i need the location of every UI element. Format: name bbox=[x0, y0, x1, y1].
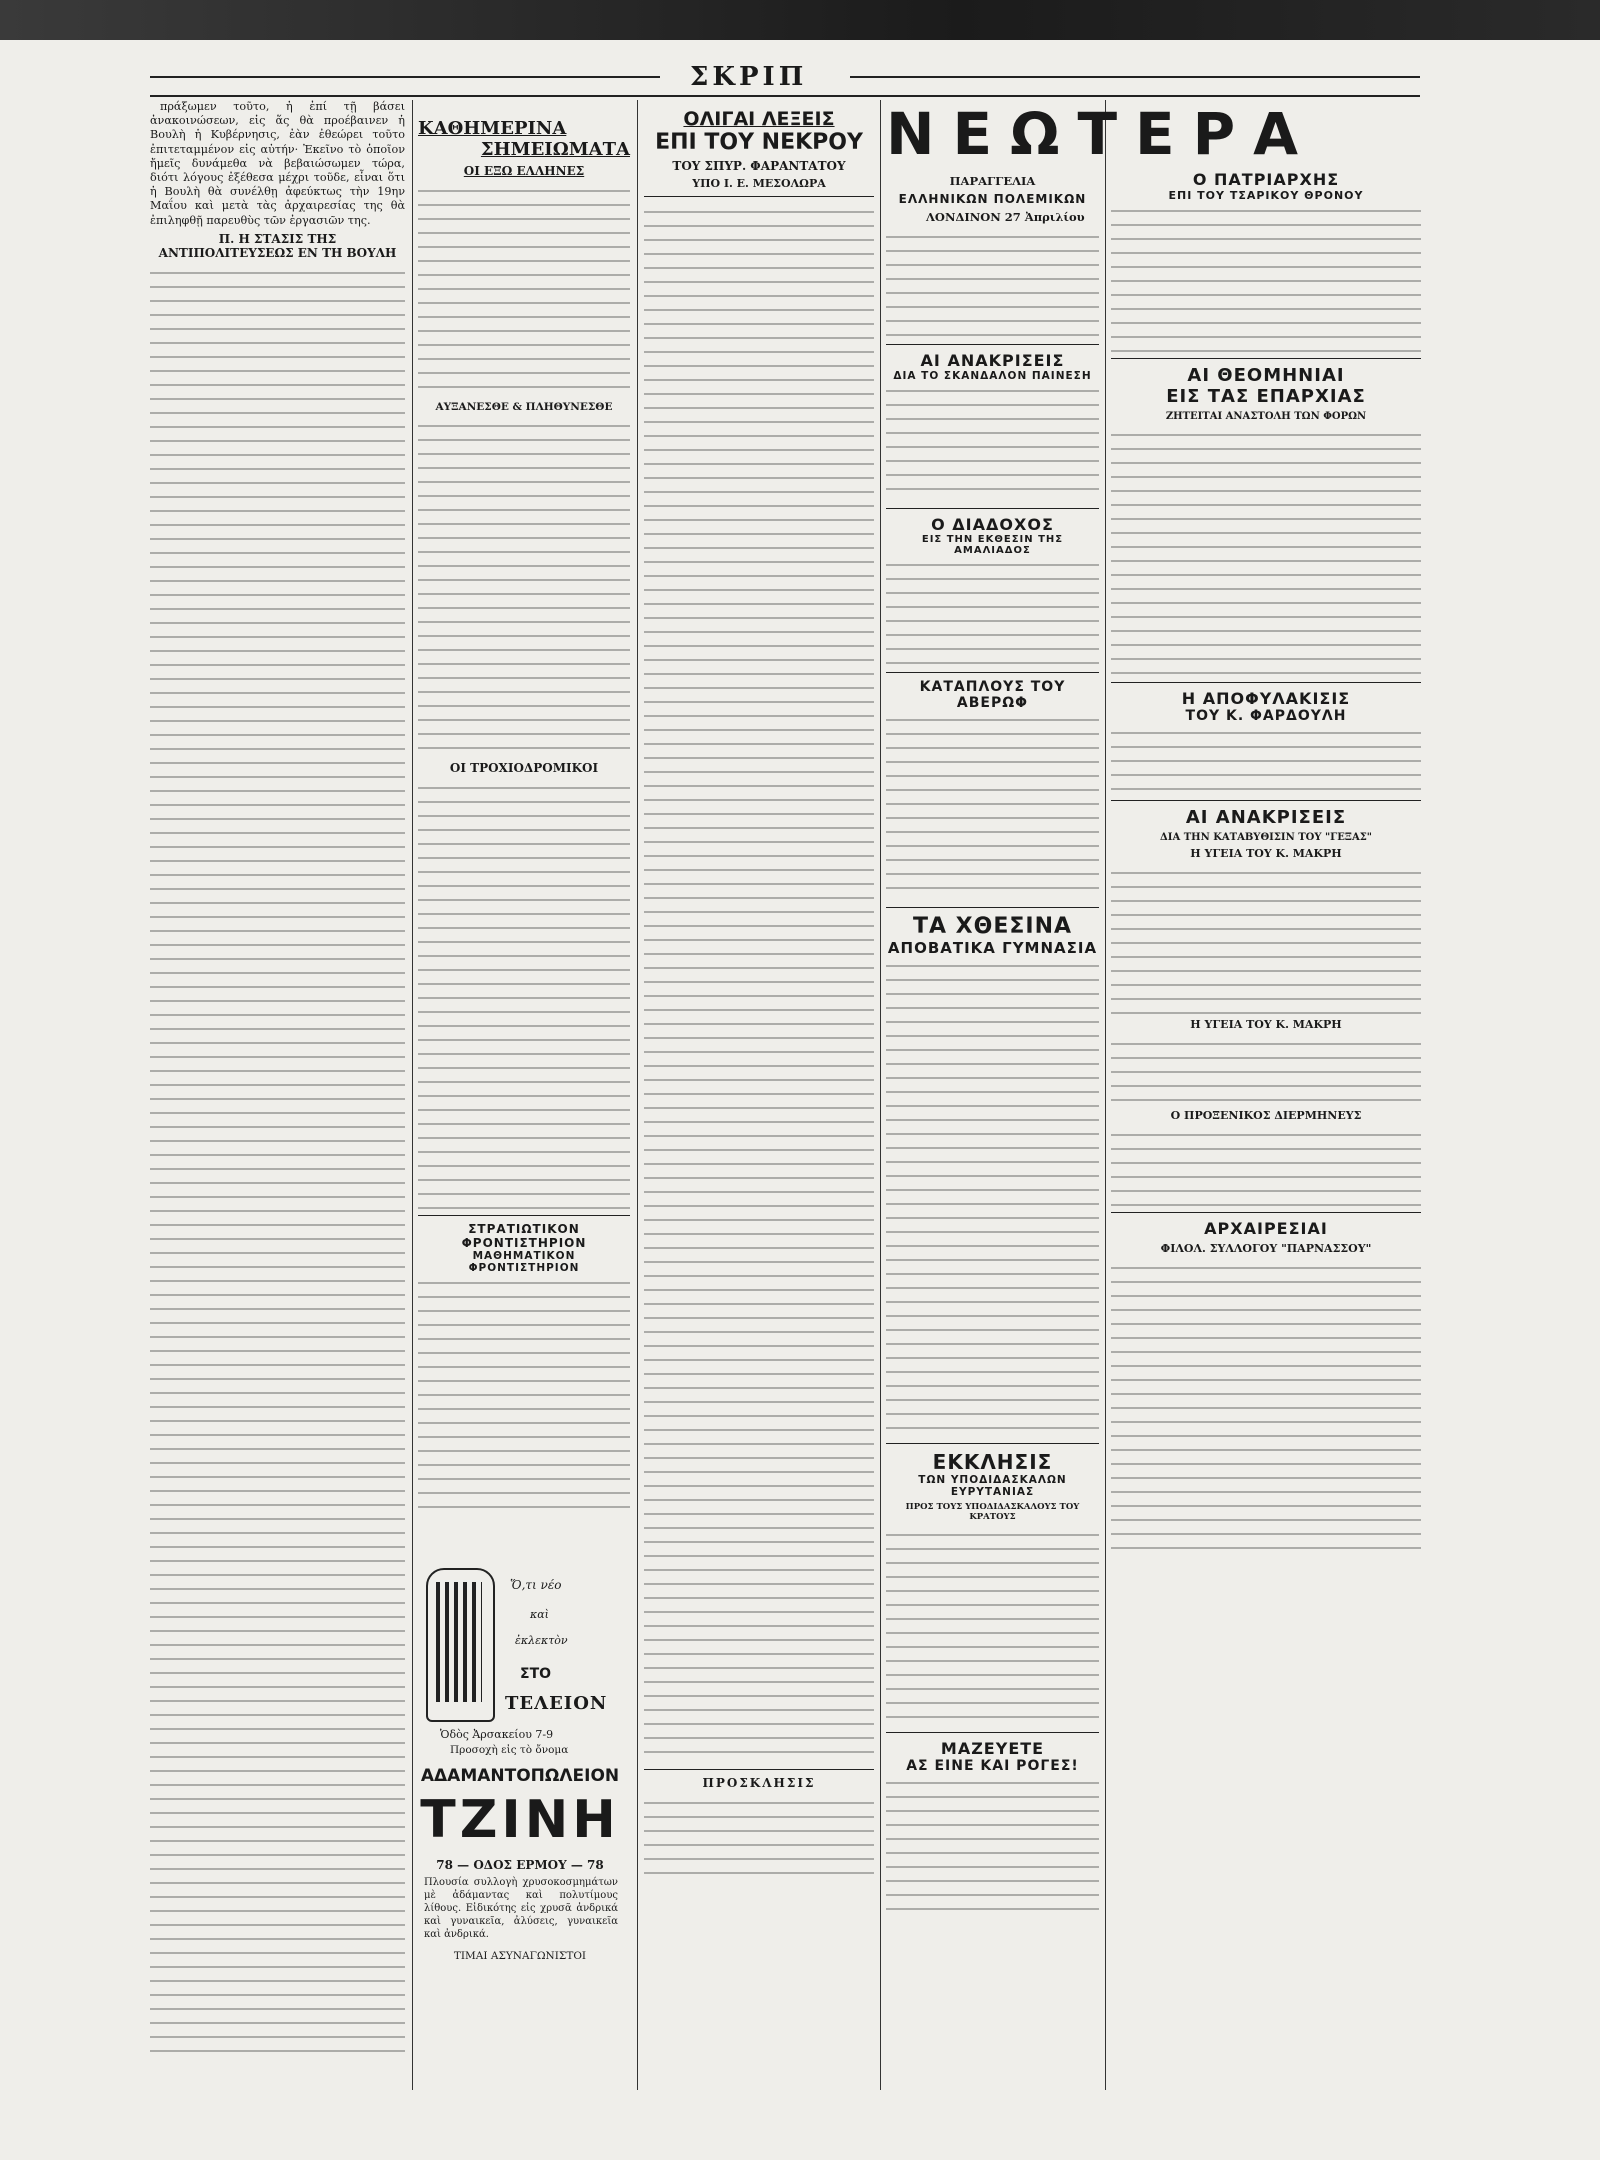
heading: Η ΑΠΟΦΥΛΑΚΙΣΙΣ bbox=[1181, 689, 1351, 708]
heading: ΕΙΣ ΤΗΝ ΕΚΘΕΣΙΝ ΤΗΣ ΑΜΑΛΙΑΔΟΣ bbox=[921, 534, 1064, 556]
article-body-text bbox=[1111, 1035, 1421, 1105]
article-body-text bbox=[644, 203, 874, 1763]
header-rule bbox=[150, 95, 1420, 97]
column-5 bbox=[1111, 170, 1421, 2160]
ad-note: Προσοχὴ εἰς τὸ ὄνομα bbox=[450, 1744, 569, 1756]
ad-footer: ΤΙΜΑΙ ΑΣΥΝΑΓΩΝΙΣΤΟΙ bbox=[453, 1950, 587, 1962]
ad-street: Ὁδὸς Ἀρσακείου 7-9 bbox=[440, 1728, 554, 1741]
heading: ΑΣ ΕΙΝΕ ΚΑΙ ΡΟΓΕΣ! bbox=[906, 1758, 1079, 1774]
heading: ΜΑΖΕΥΕΤΕ bbox=[940, 1739, 1045, 1758]
masthead-name: ΣΚΡΙΠ bbox=[690, 62, 808, 92]
divider bbox=[1111, 682, 1421, 683]
article-body-text bbox=[886, 1774, 1099, 1914]
divider bbox=[886, 907, 1099, 908]
article-body-text bbox=[886, 957, 1099, 1437]
heading: Η ΥΓΕΙΑ ΤΟΥ Κ. ΜΑΚΡΗ bbox=[1190, 1018, 1342, 1031]
heading: ΤΩΝ ΥΠΟΔΙΔΑΣΚΑΛΩΝ ΕΥΡΥΤΑΝΙΑΣ bbox=[918, 1474, 1067, 1498]
article-body-text bbox=[418, 417, 630, 757]
column-divider bbox=[412, 100, 413, 2090]
heading: Ο ΠΑΤΡΙΑΡΧΗΣ bbox=[1192, 170, 1340, 189]
big-title: ΝΕΩΤΕΡΑ bbox=[886, 100, 1317, 168]
subheading: ΣΤΡΑΤΙΩΤΙΚΟΝ ΦΡΟΝΤΙΣΤΗΡΙΟΝ bbox=[461, 1222, 587, 1250]
article-body-text bbox=[886, 228, 1099, 338]
masthead-rule-left bbox=[150, 76, 660, 78]
divider bbox=[644, 1769, 874, 1770]
heading: ΖΗΤΕΙΤΑΙ ΑΝΑΣΤΟΛΗ ΤΩΝ ΦΟΡΩΝ bbox=[1165, 411, 1367, 422]
article-body-text bbox=[418, 1274, 630, 1514]
advertisement bbox=[420, 1568, 620, 1968]
column-2 bbox=[418, 100, 630, 1560]
heading: ΕΙΣ ΤΑΣ ΕΠΑΡΧΙΑΣ bbox=[1166, 386, 1366, 407]
heading: ΕΛΛΗΝΙΚΩΝ ΠΟΛΕΜΙΚΩΝ bbox=[898, 192, 1087, 206]
heading: ΚΑΤΑΠΛΟΥΣ ΤΟΥ ΑΒΕΡΩΦ bbox=[919, 679, 1066, 711]
byline: ΥΠΟ Ι. Ε. ΜΕΣΟΛΩΡΑ bbox=[692, 177, 826, 190]
divider bbox=[886, 508, 1099, 509]
article-title: ΕΠΙ ΤΟΥ ΝΕΚΡΟΥ bbox=[655, 130, 863, 155]
heading: ΑΙ ΘΕΟΜΗΝΙΑΙ bbox=[1187, 365, 1345, 386]
masthead bbox=[0, 62, 1600, 90]
column-3 bbox=[644, 100, 874, 2090]
subheading: ΟΙ ΕΞΩ ΕΛΛΗΝΕΣ bbox=[463, 164, 585, 178]
ad-shop: ΤΕΛΕΙΟΝ bbox=[505, 1693, 608, 1714]
article-title: ΟΛΙΓΑΙ ΛΕΞΕΙΣ bbox=[683, 108, 835, 130]
divider bbox=[886, 1443, 1099, 1444]
article-body-text bbox=[1111, 1126, 1421, 1206]
divider bbox=[1111, 358, 1421, 359]
divider bbox=[886, 1732, 1099, 1733]
heading: ΕΠΙ ΤΟΥ ΤΣΑΡΙΚΟΥ ΘΡΟΝΟΥ bbox=[1168, 189, 1364, 202]
article-body-text bbox=[1111, 426, 1421, 676]
article-body-text bbox=[418, 182, 630, 397]
ad-text: καὶ bbox=[530, 1608, 549, 1621]
section-heading: Π. Η ΣΤΑΣΙΣ ΤΗΣ ΑΝΤΙΠΟΛΙΤΕΥΣΕΩΣ ΕΝ ΤΗ ΒΟΥΛΗ bbox=[158, 231, 397, 260]
heading: ΑΠΟΒΑΤΙΚΑ ΓΥΜΝΑΣΙΑ bbox=[887, 939, 1098, 957]
ad-address: 78 — ΟΔΟΣ ΕΡΜΟΥ — 78 bbox=[436, 1858, 604, 1872]
ad-text: Ὅ,τι νέο bbox=[510, 1578, 562, 1592]
heading: ΔΙΑ ΤΟ ΣΚΑΝΔΑΛΟΝ ΠΑΙΝΕΣΗ bbox=[893, 370, 1092, 382]
column-divider bbox=[1105, 100, 1106, 2090]
ad-description: Πλουσία συλλογὴ χρυσοκοσμημάτων μὲ ἀδάμαντας καὶ πολυτίμους λίθους. Εἰδικότης εἰς χρυσᾶ ἀνδρικά καὶ γυναικεῖα, ἀλύσεις, γυναικεῖα καὶ ἀνδρικά. bbox=[424, 1877, 618, 1940]
article-body-text bbox=[1111, 202, 1421, 352]
article-body-text bbox=[886, 1526, 1099, 1726]
invitation-heading: ΠΡΟΣΚΛΗΣΙΣ bbox=[702, 1776, 816, 1790]
heading: Η ΥΓΕΙΑ ΤΟΥ Κ. ΜΑΚΡΗ bbox=[1190, 847, 1342, 860]
divider bbox=[418, 1215, 630, 1216]
dateline: ΛΟΝΔΙΝΟΝ 27 Ἀπριλίου bbox=[926, 210, 1085, 224]
ad-text: ΣΤΟ bbox=[520, 1666, 552, 1682]
article-body-text bbox=[886, 711, 1099, 901]
ad-brand-name: ΤΖΙΝΗ bbox=[420, 1790, 620, 1850]
neotera-banner bbox=[886, 100, 1356, 170]
column-title: ΚΑΘΗΜΕΡΙΝΑ bbox=[418, 118, 567, 139]
heading: ΔΙΑ ΤΗΝ ΚΑΤΑΒΥΘΙΣΙΝ ΤΟΥ "ΓΕΞΑΣ" bbox=[1160, 832, 1372, 843]
heading: Ο ΠΡΟΞΕΝΙΚΟΣ ΔΙΕΡΜΗΝΕΥΣ bbox=[1170, 1109, 1362, 1122]
article-body-text bbox=[150, 264, 405, 2064]
article-body-text bbox=[886, 382, 1099, 502]
column-1 bbox=[150, 100, 405, 2090]
subheading: ΜΑΘΗΜΑΤΙΚΟΝ ΦΡΟΝΤΙΣΤΗΡΙΟΝ bbox=[468, 1250, 580, 1274]
divider bbox=[1111, 1212, 1421, 1213]
divider bbox=[1111, 800, 1421, 801]
heading: ΑΙ ΑΝΑΚΡΙΣΕΙΣ bbox=[1185, 807, 1347, 828]
article-paragraph: πράξωμεν τοῦτο, ἡ ἐπί τῇ βάσει ἀνακοινώσεων, εἰς ἅς θὰ προέβαινεν ἡ Βουλὴ ἡ Κυβέρνησις, ἐὰν ἐθεώρει τοῦτο ἐπιτεταμμένον εἰς αὐτήν· Ἐκεῖνο τὸ ὁποῖον ἤμεῖς δυνάμεθα νὰ βεβαιώσωμεν τώρα, διότι λόγους ἐξέθεσα μέχρι τοῦδε, εἶναι ὅτι ἡ Βουλὴ θὰ συνέλθῃ ἀφεύκτως τὴν 19ην Μαΐου καὶ μετὰ τὰς ἀρχαιρεσίας της θὰ ἐπιληφθῇ παρευθὺς τῶν ἐργασιῶν της. bbox=[150, 100, 405, 227]
column-subtitle: ΣΗΜΕΙΩΜΑΤΑ bbox=[480, 139, 630, 160]
divider bbox=[886, 344, 1099, 345]
article-body-text bbox=[418, 779, 630, 1209]
heading: ΦΙΛΟΛ. ΣΥΛΛΟΓΟΥ "ΠΑΡΝΑΣΣΟΥ" bbox=[1160, 1242, 1372, 1255]
heading: ΤΑ ΧΘΕΣΙΝΑ bbox=[912, 914, 1073, 939]
box-pattern bbox=[436, 1582, 482, 1702]
article-body-text bbox=[1111, 724, 1421, 794]
heading: ΑΙ ΑΝΑΚΡΙΣΕΙΣ bbox=[920, 351, 1065, 370]
top-band bbox=[0, 0, 1600, 40]
subheading: ΑΥΞΑΝΕΣΘΕ & ΠΛΗΘΥΝΕΣΘΕ bbox=[435, 401, 613, 413]
masthead-rule-right bbox=[850, 76, 1420, 78]
heading: ΤΟΥ Κ. ΦΑΡΔΟΥΛΗ bbox=[1185, 708, 1347, 724]
heading: ΑΡΧΑΙΡΕΣΙΑΙ bbox=[1204, 1219, 1328, 1238]
article-body-text bbox=[1111, 1259, 1421, 1559]
article-subtitle: ΤΟΥ ΣΠΥΡ. ΦΑΡΑΝΤΑΤΟΥ bbox=[672, 159, 846, 173]
article-body-text bbox=[644, 1794, 874, 1884]
divider bbox=[644, 196, 874, 197]
ad-brand: ΑΔΑΜΑΝΤΟΠΩΛΕΙΟΝ bbox=[420, 1766, 620, 1786]
heading: Ο ΔΙΑΔΟΧΟΣ bbox=[931, 515, 1054, 534]
column-divider bbox=[637, 100, 638, 2090]
heading: ΠΡΟΣ ΤΟΥΣ ΥΠΟΔΙΔΑΣΚΑΛΟΥΣ ΤΟΥ ΚΡΑΤΟΥΣ bbox=[905, 1502, 1080, 1522]
subheading: ΟΙ ΤΡΟΧΙΟΔΡΟΜΙΚΟΙ bbox=[449, 761, 599, 775]
ad-text: ἐκλεκτὸν bbox=[515, 1634, 568, 1647]
column-divider bbox=[880, 100, 881, 2090]
heading: ΠΑΡΑΓΓΕΛΙΑ bbox=[949, 174, 1036, 188]
article-body-text bbox=[1111, 864, 1421, 1014]
heading: ΕΚΚΛΗΣΙΣ bbox=[932, 1450, 1053, 1474]
divider bbox=[886, 672, 1099, 673]
article-body-text bbox=[886, 556, 1099, 666]
box-graphic bbox=[426, 1568, 495, 1722]
